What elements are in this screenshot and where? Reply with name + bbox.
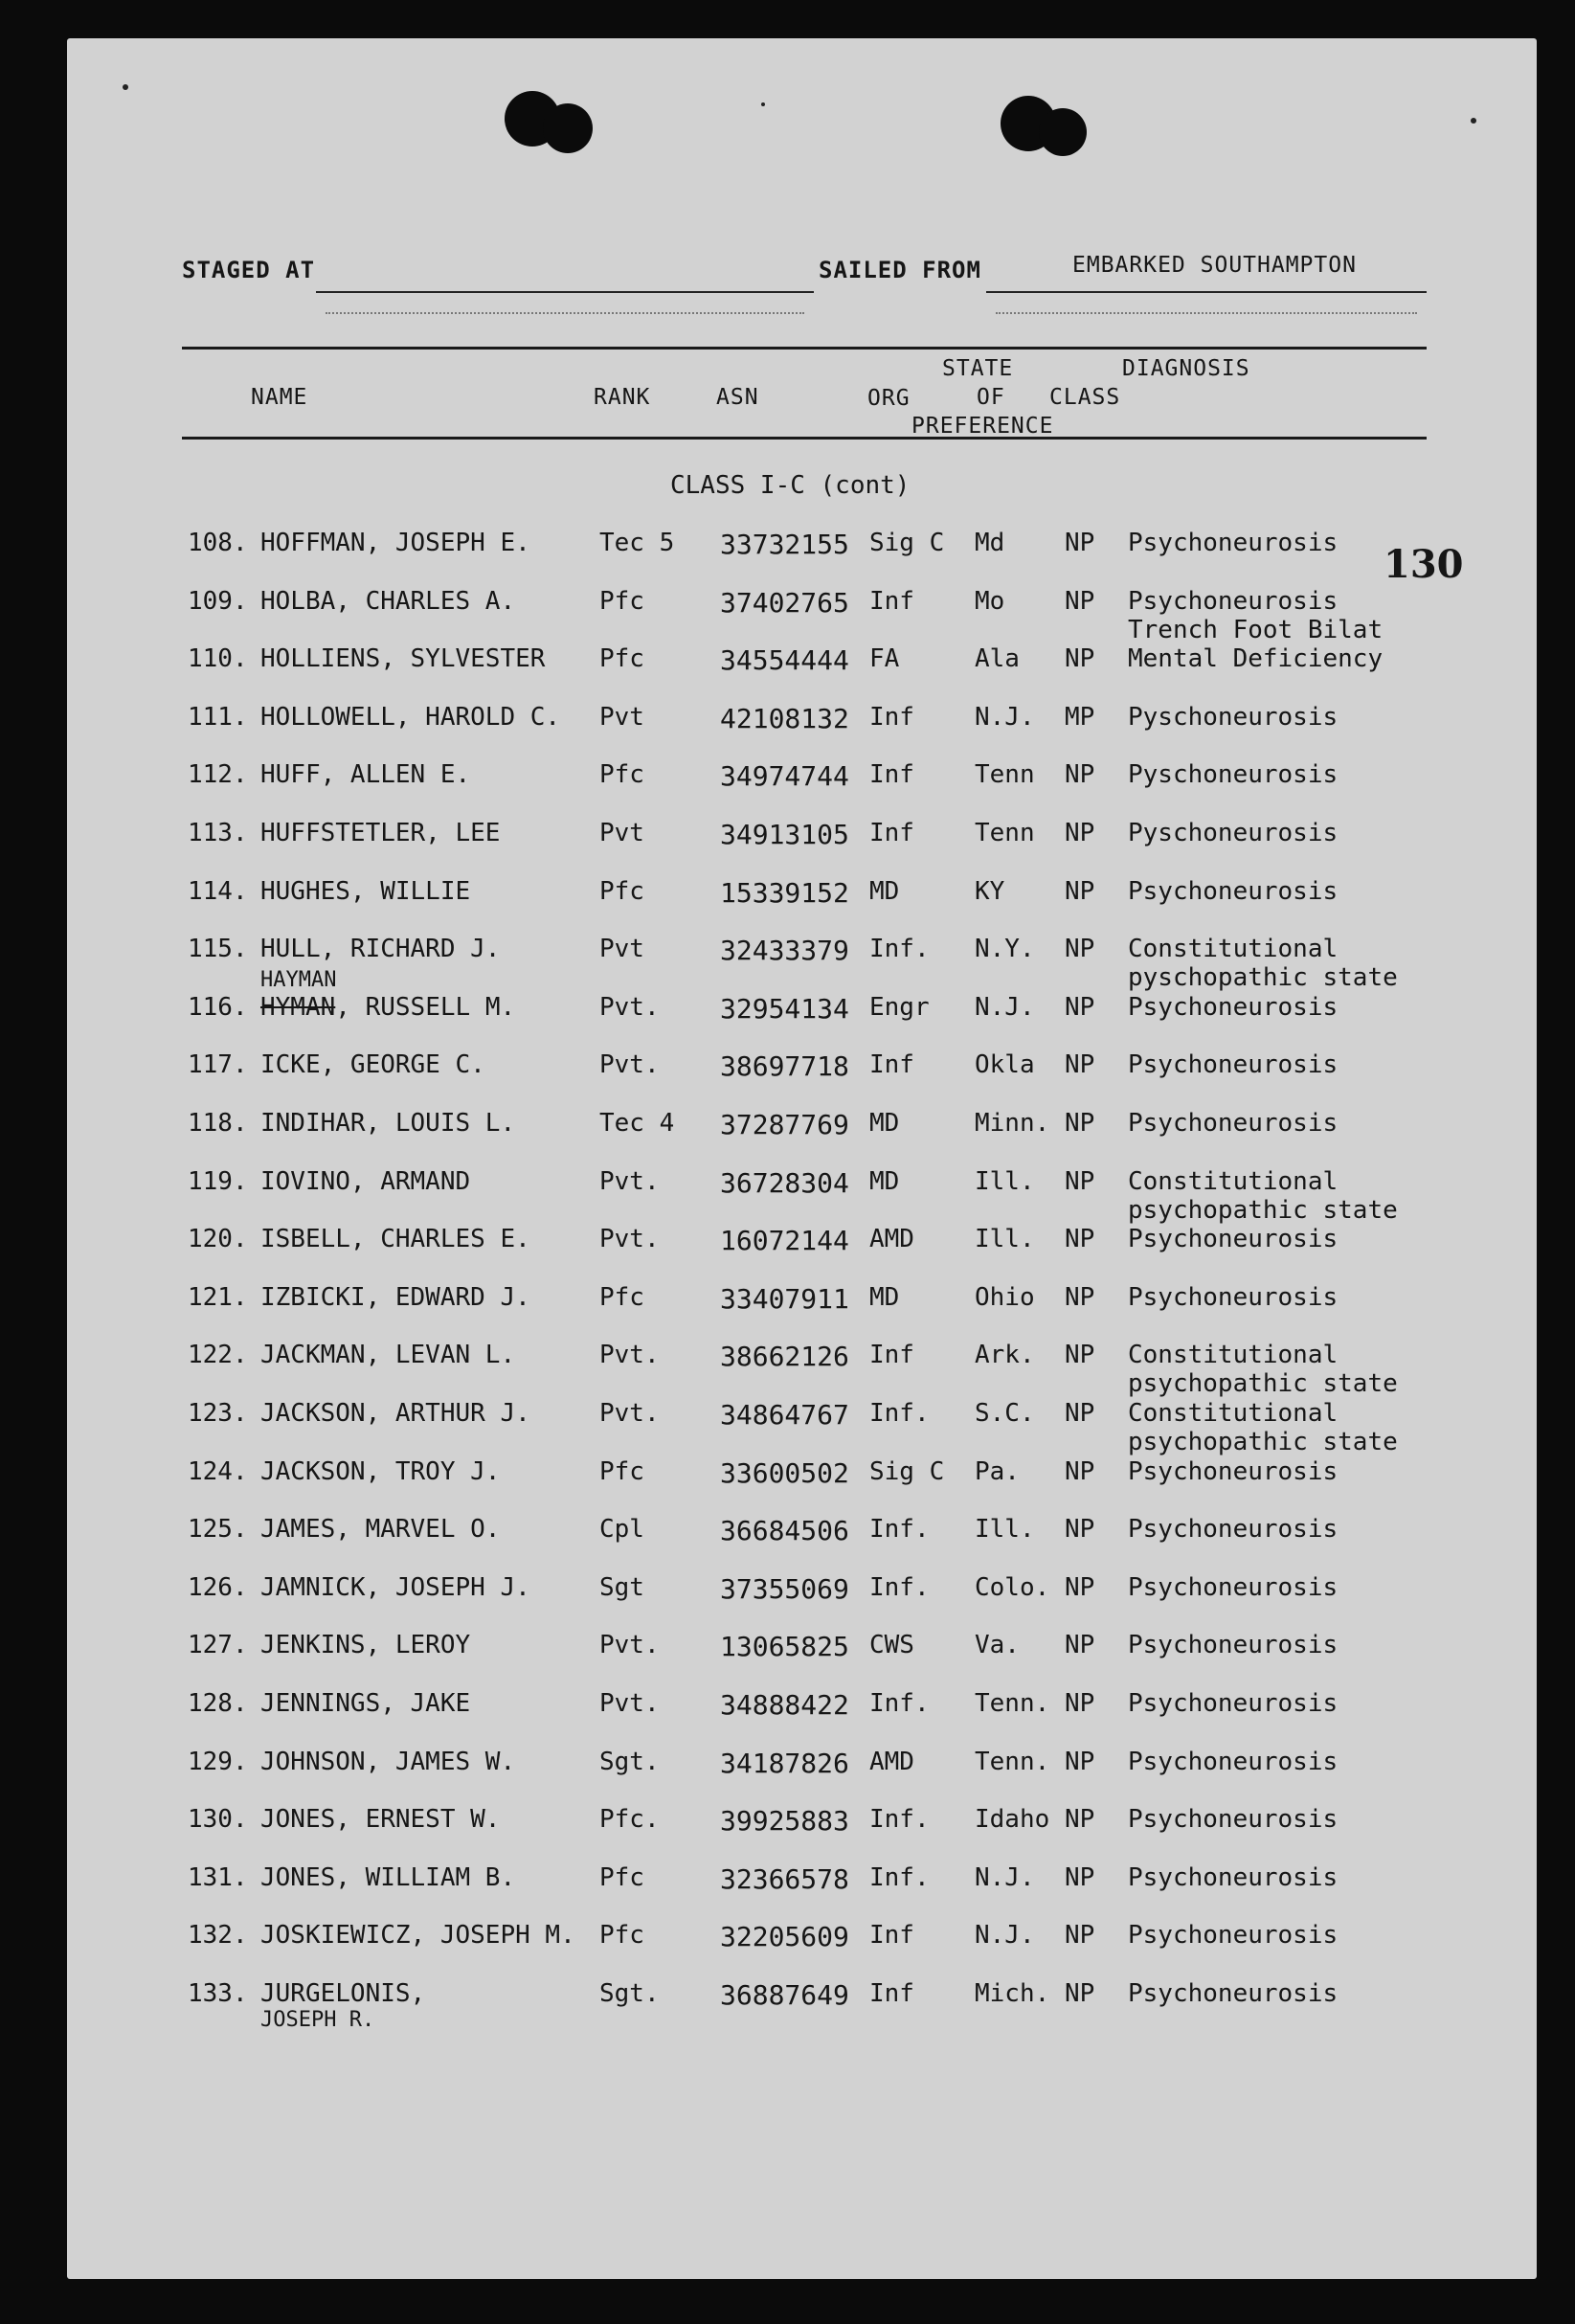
state-cell: S.C. xyxy=(975,1399,1035,1428)
org-cell: Inf xyxy=(869,702,914,732)
class-cell: NP xyxy=(1065,876,1095,906)
rank-cell: Pfc xyxy=(599,644,644,674)
diagnosis-cell: Pyschoneurosis xyxy=(1128,760,1339,790)
asn-cell: 34864767 xyxy=(720,1399,849,1431)
asn-cell: 34888422 xyxy=(720,1689,849,1721)
name-cell: HOLBA, CHARLES A. xyxy=(260,586,516,616)
header-class: CLASS xyxy=(1049,385,1121,410)
row-number: 115. xyxy=(188,935,248,964)
class-cell: NP xyxy=(1065,644,1095,674)
rank-cell: Pfc. xyxy=(599,1805,660,1835)
class-cell: NP xyxy=(1065,529,1095,557)
state-cell: Tenn. xyxy=(975,1689,1050,1718)
header-top-rule xyxy=(182,347,1427,350)
row-number: 133. xyxy=(188,1979,248,2008)
diagnosis-cell: Psychoneurosis xyxy=(1128,1979,1339,2008)
class-cell: NP xyxy=(1065,1282,1095,1312)
asn-cell: 33407911 xyxy=(720,1282,849,1315)
rank-cell: Pvt. xyxy=(599,1631,660,1660)
rank-cell: Pvt. xyxy=(599,1050,660,1080)
org-cell: MD xyxy=(869,1109,900,1138)
asn-cell: 13065825 xyxy=(720,1631,849,1663)
table-row xyxy=(0,529,1575,582)
asn-cell: 32954134 xyxy=(720,992,849,1025)
org-cell: Inf. xyxy=(869,1805,930,1835)
org-cell: Inf. xyxy=(869,1689,930,1718)
diagnosis-cell: Psychoneurosis xyxy=(1128,529,1339,557)
name-cell: JONES, ERNEST W. xyxy=(260,1805,501,1835)
org-cell: CWS xyxy=(869,1631,914,1660)
class-cell: NP xyxy=(1065,1979,1095,2008)
class-cell: NP xyxy=(1065,1050,1095,1080)
diagnosis-cell-line2: psychopathic state xyxy=(1128,1428,1398,1456)
name-cell: JURGELONIS, xyxy=(260,1979,426,2008)
row-number: 113. xyxy=(188,819,248,847)
diagnosis-cell: Psychoneurosis xyxy=(1128,1572,1339,1602)
asn-cell: 34187826 xyxy=(720,1747,849,1779)
org-cell: Inf. xyxy=(869,1515,930,1545)
name-rest: , RUSSELL M. xyxy=(335,992,516,1022)
asn-cell: 33600502 xyxy=(720,1456,849,1489)
class-cell: NP xyxy=(1065,1572,1095,1602)
rank-cell: Pvt. xyxy=(599,1399,660,1428)
row-number: 131. xyxy=(188,1862,248,1892)
asn-cell: 32433379 xyxy=(720,935,849,967)
class-cell: NP xyxy=(1065,992,1095,1022)
state-cell: Okla xyxy=(975,1050,1035,1080)
punch-hole xyxy=(543,103,593,153)
row-number: 122. xyxy=(188,1341,248,1370)
state-cell: Ill. xyxy=(975,1225,1035,1254)
header-name: NAME xyxy=(251,385,308,410)
asn-cell: 34974744 xyxy=(720,760,849,793)
state-cell: Mich. xyxy=(975,1979,1050,2008)
name-cell: ISBELL, CHARLES E. xyxy=(260,1225,530,1254)
name-cell: HUGHES, WILLIE xyxy=(260,876,471,906)
class-cell: NP xyxy=(1065,935,1095,964)
rank-cell: Pvt xyxy=(599,702,644,732)
org-cell: Inf. xyxy=(869,1399,930,1428)
row-number: 117. xyxy=(188,1050,248,1080)
org-cell: Inf xyxy=(869,819,914,847)
class-cell: NP xyxy=(1065,1689,1095,1718)
name-cell: JONES, WILLIAM B. xyxy=(260,1862,516,1892)
org-cell: Inf xyxy=(869,1050,914,1080)
row-number: 123. xyxy=(188,1399,248,1428)
name-correction: HAYMAN xyxy=(260,967,337,992)
rank-cell: Pvt. xyxy=(599,1225,660,1254)
diagnosis-cell: Pyschoneurosis xyxy=(1128,819,1339,847)
diagnosis-cell: Psychoneurosis xyxy=(1128,1747,1339,1776)
rank-cell: Pfc xyxy=(599,586,644,616)
asn-cell: 32366578 xyxy=(720,1862,849,1895)
class-cell: NP xyxy=(1065,1166,1095,1196)
name-cell: HOLLOWELL, HAROLD C. xyxy=(260,702,561,732)
table-row xyxy=(0,1225,1575,1278)
state-cell: Minn. xyxy=(975,1109,1050,1138)
diagnosis-cell: Psychoneurosis xyxy=(1128,992,1339,1022)
rank-cell: Sgt xyxy=(599,1572,644,1602)
name-cell: JACKSON, ARTHUR J. xyxy=(260,1399,530,1428)
diagnosis-cell: Psychoneurosis xyxy=(1128,586,1339,616)
table-row xyxy=(0,1573,1575,1627)
diagnosis-cell: Psychoneurosis xyxy=(1128,1456,1339,1486)
row-number: 130. xyxy=(188,1805,248,1835)
row-number: 116. xyxy=(188,992,248,1022)
org-cell: Inf xyxy=(869,586,914,616)
diagnosis-cell: Constitutional xyxy=(1128,1399,1339,1428)
rank-cell: Pfc xyxy=(599,1921,644,1951)
state-cell: Tenn xyxy=(975,819,1035,847)
speck xyxy=(1471,118,1476,124)
diagnosis-cell: Constitutional xyxy=(1128,1166,1339,1196)
state-cell: N.Y. xyxy=(975,935,1035,964)
rank-cell: Sgt. xyxy=(599,1747,660,1776)
table-row xyxy=(0,1748,1575,1801)
name-cell: JENNINGS, JAKE xyxy=(260,1689,471,1718)
diagnosis-cell: Psychoneurosis xyxy=(1128,1631,1339,1660)
sailed-from-line xyxy=(986,291,1427,293)
class-cell: NP xyxy=(1065,1456,1095,1486)
diagnosis-cell: Psychoneurosis xyxy=(1128,1109,1339,1138)
rank-cell: Pvt. xyxy=(599,992,660,1022)
rank-cell: Sgt. xyxy=(599,1979,660,2008)
diagnosis-cell: Psychoneurosis xyxy=(1128,1225,1339,1254)
name-cell: JAMNICK, JOSEPH J. xyxy=(260,1572,530,1602)
class-cell: NP xyxy=(1065,819,1095,847)
table-row xyxy=(0,1805,1575,1859)
table-row xyxy=(0,1921,1575,1974)
asn-cell: 37355069 xyxy=(720,1572,849,1605)
name-cell: JOHNSON, JAMES W. xyxy=(260,1747,516,1776)
name-cell: ICKE, GEORGE C. xyxy=(260,1050,485,1080)
org-cell: Inf. xyxy=(869,1862,930,1892)
diagnosis-cell: Mental Deficiency xyxy=(1128,644,1384,674)
row-number: 128. xyxy=(188,1689,248,1718)
sailed-from-label: SAILED FROM xyxy=(819,257,981,283)
name-cell: INDIHAR, LOUIS L. xyxy=(260,1109,516,1138)
sailed-from-dotline xyxy=(996,312,1417,314)
table-row xyxy=(0,1863,1575,1917)
org-cell: Inf xyxy=(869,1921,914,1951)
asn-cell: 34913105 xyxy=(720,819,849,850)
header-preference: PREFERENCE xyxy=(911,414,1054,439)
state-cell: Tenn. xyxy=(975,1747,1050,1776)
header-org: ORG xyxy=(867,386,911,411)
row-number: 111. xyxy=(188,702,248,732)
row-number: 109. xyxy=(188,586,248,616)
state-cell: N.J. xyxy=(975,702,1035,732)
diagnosis-cell: Psychoneurosis xyxy=(1128,876,1339,906)
table-row xyxy=(0,1689,1575,1743)
org-cell: MD xyxy=(869,876,900,906)
table-row xyxy=(0,760,1575,814)
diagnosis-cell: Psychoneurosis xyxy=(1128,1050,1339,1080)
rank-cell: Pvt. xyxy=(599,1341,660,1370)
org-cell: Inf xyxy=(869,1341,914,1370)
asn-cell: 42108132 xyxy=(720,702,849,734)
class-cell: NP xyxy=(1065,1805,1095,1835)
diagnosis-cell-line2: pyschopathic state xyxy=(1128,963,1398,993)
staged-at-line xyxy=(316,291,814,293)
table-row xyxy=(0,1515,1575,1568)
row-number: 114. xyxy=(188,876,248,906)
name-cell: JENKINS, LEROY xyxy=(260,1631,471,1660)
table-row xyxy=(0,877,1575,931)
state-cell: Colo. xyxy=(975,1572,1050,1602)
diagnosis-cell: Psychoneurosis xyxy=(1128,1689,1339,1718)
asn-cell: 37402765 xyxy=(720,586,849,619)
staged-at-dotline xyxy=(326,312,804,314)
header-asn: ASN xyxy=(716,385,759,410)
speck xyxy=(123,84,128,90)
org-cell: Inf. xyxy=(869,1572,930,1602)
row-number: 118. xyxy=(188,1109,248,1138)
punch-hole xyxy=(1039,108,1087,156)
diagnosis-cell: Constitutional xyxy=(1128,1341,1339,1370)
asn-cell: 38662126 xyxy=(720,1341,849,1373)
class-cell: NP xyxy=(1065,1109,1095,1138)
table-row xyxy=(0,1457,1575,1511)
table-row xyxy=(0,1050,1575,1104)
table-row xyxy=(0,703,1575,756)
header-bottom-rule xyxy=(182,437,1427,440)
asn-cell: 34554444 xyxy=(720,644,849,677)
name-cell: IOVINO, ARMAND xyxy=(260,1166,471,1196)
table-row xyxy=(0,935,1575,993)
rank-cell: Pvt. xyxy=(599,1166,660,1196)
state-cell: Ill. xyxy=(975,1166,1035,1196)
class-cell: NP xyxy=(1065,1631,1095,1660)
rank-cell: Tec 4 xyxy=(599,1109,675,1138)
row-number: 108. xyxy=(188,529,248,557)
name-cell: HUFFSTETLER, LEE xyxy=(260,819,501,847)
diagnosis-cell: Psychoneurosis xyxy=(1128,1921,1339,1951)
state-cell: Ill. xyxy=(975,1515,1035,1545)
row-number: 127. xyxy=(188,1631,248,1660)
org-cell: AMD xyxy=(869,1747,914,1776)
name-cell: JAMES, MARVEL O. xyxy=(260,1515,501,1545)
header-rank: RANK xyxy=(594,385,651,410)
state-cell: Ala xyxy=(975,644,1020,674)
table-row xyxy=(0,1631,1575,1684)
rank-cell: Pvt. xyxy=(599,1689,660,1718)
row-number: 132. xyxy=(188,1921,248,1951)
state-cell: Mo xyxy=(975,586,1005,616)
rank-cell: Pfc xyxy=(599,1862,644,1892)
class-cell: MP xyxy=(1065,702,1095,732)
state-cell: N.J. xyxy=(975,992,1035,1022)
row-number: 120. xyxy=(188,1225,248,1254)
name-cell-line2: JOSEPH R. xyxy=(260,2008,375,2032)
header-of: OF xyxy=(977,385,1005,410)
page-number: 130 xyxy=(1384,542,1464,587)
name-cell: HOFFMAN, JOSEPH E. xyxy=(260,529,530,557)
rank-cell: Pfc xyxy=(599,1282,644,1312)
state-cell: KY xyxy=(975,876,1005,906)
state-cell: N.J. xyxy=(975,1862,1035,1892)
class-cell: NP xyxy=(1065,1747,1095,1776)
state-cell: Md xyxy=(975,529,1005,557)
asn-cell: 15339152 xyxy=(720,876,849,909)
name-cell xyxy=(260,967,516,1022)
row-number: 110. xyxy=(188,644,248,674)
org-cell: Sig C xyxy=(869,1456,945,1486)
state-cell: N.J. xyxy=(975,1921,1035,1951)
org-cell: Inf xyxy=(869,1979,914,2008)
class-cell: NP xyxy=(1065,1862,1095,1892)
asn-cell: 16072144 xyxy=(720,1225,849,1257)
class-cell: NP xyxy=(1065,1921,1095,1951)
asn-cell: 37287769 xyxy=(720,1109,849,1140)
org-cell: FA xyxy=(869,644,900,674)
diagnosis-cell-line2: psychopathic state xyxy=(1128,1195,1398,1225)
diagnosis-cell: Psychoneurosis xyxy=(1128,1282,1339,1312)
table-row xyxy=(0,1109,1575,1162)
class-cell: NP xyxy=(1065,1225,1095,1254)
name-cell: HUFF, ALLEN E. xyxy=(260,760,471,790)
class-cell: NP xyxy=(1065,1515,1095,1545)
sailed-from-value: EMBARKED SOUTHAMPTON xyxy=(1072,253,1357,278)
row-number: 126. xyxy=(188,1572,248,1602)
rank-cell: Cpl xyxy=(599,1515,644,1545)
table-row xyxy=(0,819,1575,872)
header-state: STATE xyxy=(942,356,1014,381)
row-number: 129. xyxy=(188,1747,248,1776)
header-diagnosis: DIAGNOSIS xyxy=(1122,356,1250,381)
state-cell: Idaho xyxy=(975,1805,1050,1835)
diagnosis-cell: Pyschoneurosis xyxy=(1128,702,1339,732)
diagnosis-cell: Psychoneurosis xyxy=(1128,1862,1339,1892)
rank-cell: Pvt xyxy=(599,935,644,964)
table-row xyxy=(0,1979,1575,2033)
state-cell: Va. xyxy=(975,1631,1020,1660)
name-cell: HULL, RICHARD J. xyxy=(260,935,501,964)
rank-cell: Tec 5 xyxy=(599,529,675,557)
section-title: CLASS I-C (cont) xyxy=(670,471,911,500)
asn-cell: 33732155 xyxy=(720,529,849,560)
class-cell: NP xyxy=(1065,586,1095,616)
table-row xyxy=(0,1283,1575,1337)
org-cell: Inf. xyxy=(869,935,930,964)
table-row xyxy=(0,1341,1575,1399)
org-cell: Inf xyxy=(869,760,914,790)
staged-at-label: STAGED AT xyxy=(182,257,316,283)
diagnosis-cell: Psychoneurosis xyxy=(1128,1515,1339,1545)
org-cell: AMD xyxy=(869,1225,914,1254)
name-cell: HOLLIENS, SYLVESTER xyxy=(260,644,546,674)
rank-cell: Pfc xyxy=(599,760,644,790)
table-row xyxy=(0,586,1575,644)
asn-cell: 39925883 xyxy=(720,1805,849,1838)
asn-cell: 38697718 xyxy=(720,1050,849,1083)
org-cell: Engr xyxy=(869,992,930,1022)
state-cell: Pa. xyxy=(975,1456,1020,1486)
org-cell: Sig C xyxy=(869,529,945,557)
rank-cell: Pfc xyxy=(599,1456,644,1486)
row-number: 112. xyxy=(188,760,248,790)
row-number: 119. xyxy=(188,1166,248,1196)
name-cell: JACKMAN, LEVAN L. xyxy=(260,1341,516,1370)
name-cell: JOSKIEWICZ, JOSEPH M. xyxy=(260,1921,575,1951)
asn-cell: 32205609 xyxy=(720,1921,849,1953)
class-cell: NP xyxy=(1065,760,1095,790)
row-number: 124. xyxy=(188,1456,248,1486)
state-cell: Ark. xyxy=(975,1341,1035,1370)
state-cell: Tenn xyxy=(975,760,1035,790)
asn-cell: 36887649 xyxy=(720,1979,849,2011)
org-cell: MD xyxy=(869,1166,900,1196)
table-row xyxy=(0,1166,1575,1225)
diagnosis-cell-line2: psychopathic state xyxy=(1128,1369,1398,1399)
diagnosis-cell: Constitutional xyxy=(1128,935,1339,964)
class-cell: NP xyxy=(1065,1399,1095,1428)
rank-cell: Pvt xyxy=(599,819,644,847)
asn-cell: 36728304 xyxy=(720,1166,849,1199)
row-number: 125. xyxy=(188,1515,248,1545)
org-cell: MD xyxy=(869,1282,900,1312)
struck-name: HYMAN xyxy=(260,992,336,1022)
diagnosis-cell: Psychoneurosis xyxy=(1128,1805,1339,1835)
diagnosis-cell-line2: Trench Foot Bilat xyxy=(1128,615,1384,644)
table-row xyxy=(0,1399,1575,1456)
asn-cell: 36684506 xyxy=(720,1515,849,1547)
name-cell: JACKSON, TROY J. xyxy=(260,1456,501,1486)
class-cell: NP xyxy=(1065,1341,1095,1370)
speck xyxy=(761,102,765,106)
table-row xyxy=(0,644,1575,698)
name-cell: IZBICKI, EDWARD J. xyxy=(260,1282,530,1312)
state-cell: Ohio xyxy=(975,1282,1035,1312)
row-number: 121. xyxy=(188,1282,248,1312)
rank-cell: Pfc xyxy=(599,876,644,906)
